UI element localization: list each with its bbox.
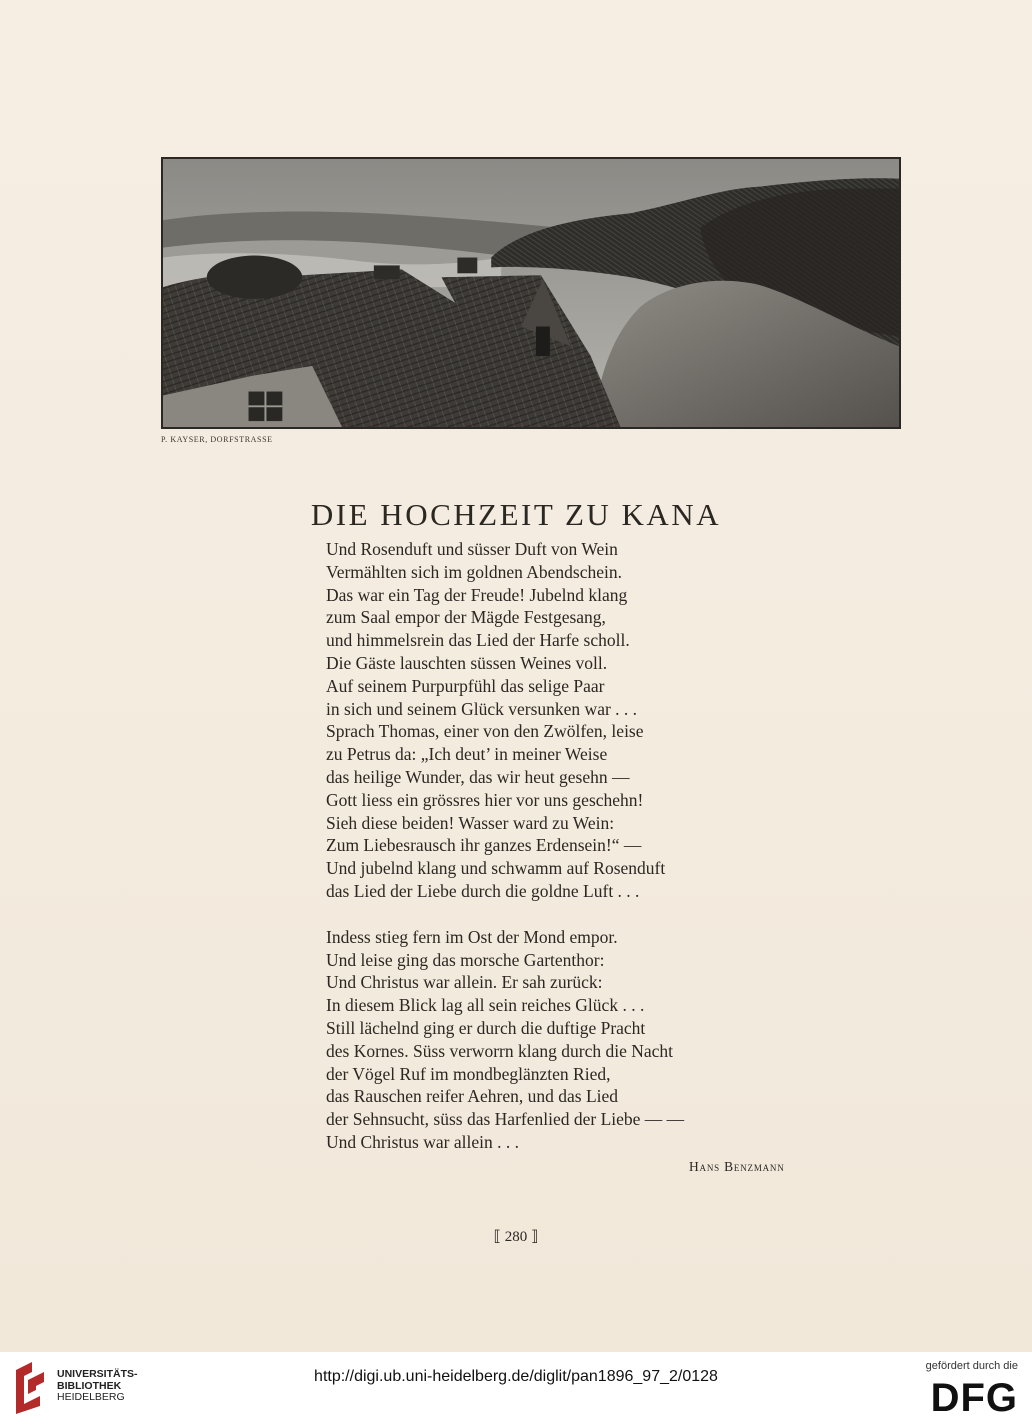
poem-line: Zum Liebesrausch ihr ganzes Erdensein!“ —: [326, 835, 642, 856]
poem-line: Vermählten sich im goldnen Abendschein.: [326, 561, 622, 582]
poem-line: des Kornes. Süss verworrn klang durch die Nacht: [326, 1040, 674, 1061]
poem-line: Und Christus war allein. Er sah zurück:: [326, 972, 603, 993]
author-signature: Hans Benzmann: [689, 1159, 785, 1174]
poem-line: Sieh diese beiden! Wasser ward zu Wein:: [326, 812, 615, 833]
poem-line: der Vögel Ruf im mondbeglänzten Ried,: [326, 1063, 611, 1084]
dfg-logo: DFG: [930, 1376, 1018, 1420]
page-number: ⟦ 280 ⟧: [493, 1229, 539, 1245]
poem-line: der Sehnsucht, süss das Harfenlied der Liebe — —: [326, 1109, 685, 1130]
poem-line: Indess stieg fern im Ost der Mond empor.: [326, 926, 618, 947]
poem-line: und himmelsrein das Lied der Harfe scholl.: [326, 630, 630, 651]
poem-line: Das war ein Tag der Freude! Jubelnd klang: [326, 584, 628, 605]
poem-line: Sprach Thomas, einer von den Zwölfen, leise: [326, 721, 644, 742]
poem-line: zu Petrus da: „Ich deut’ in meiner Weise: [326, 744, 608, 765]
stanza-2: [326, 926, 766, 1154]
poem-line: Still lächelnd ging er durch die duftige Pracht: [326, 1017, 646, 1038]
poem-line: das Lied der Liebe durch die goldne Luft . . .: [326, 880, 640, 901]
poem-line: zum Saal empor der Mägde Festgesang,: [326, 607, 606, 628]
poem-line: in sich und seinem Glück versunken war . . .: [326, 698, 638, 719]
library-name-line-1: UNIVERSITÄTS-: [57, 1368, 138, 1380]
poem-line: das heilige Wunder, das wir heut gesehn —: [326, 766, 630, 787]
library-name-line-3: HEIDELBERG: [57, 1391, 125, 1403]
poem-line: Und Rosenduft und süsser Duft von Wein: [326, 539, 618, 559]
funded-by-text: gefördert durch die: [925, 1360, 1018, 1372]
poem-line: Und jubelnd klang und schwamm auf Rosenduft: [326, 858, 666, 879]
poem-title: DIE HOCHZEIT ZU KANA: [310, 496, 722, 532]
permalink-url[interactable]: http://digi.ub.uni-heidelberg.de/diglit/pan1896_97_2/0128: [314, 1368, 718, 1385]
poem-line: Und leise ging das morsche Gartenthor:: [326, 949, 605, 970]
poem-line: Gott liess ein grössres hier vor uns geschehn!: [326, 789, 644, 810]
illustration-drawing: [163, 159, 899, 427]
library-name-line-2: BIBLIOTHEK: [57, 1379, 122, 1392]
village-street-illustration: [161, 157, 901, 429]
poem-line: das Rauschen reifer Aehren, und das Lied: [326, 1086, 619, 1107]
stanza-1: [326, 538, 766, 903]
poem-line: Die Gäste lauschten süssen Weines voll.: [326, 652, 608, 673]
poem-line: Und Christus war allein . . .: [326, 1131, 519, 1152]
poem-line: In diesem Blick lag all sein reiches Glück . . .: [326, 995, 645, 1016]
digitization-footer: [0, 1352, 1032, 1426]
poem-body: [326, 538, 766, 1177]
illustration-caption: P. KAYSER, DORFSTRASSE: [161, 435, 273, 444]
poem-line: Auf seinem Purpurpfühl das selige Paar: [326, 675, 605, 696]
